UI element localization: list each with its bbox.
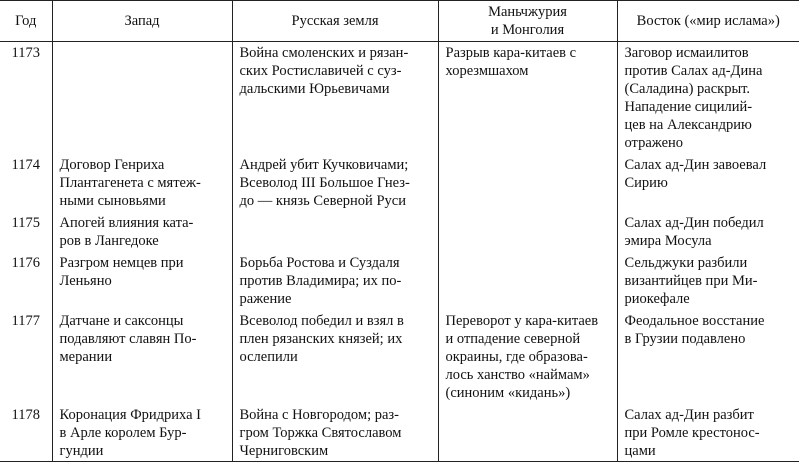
header-rus: Русская земля: [232, 1, 438, 42]
cell-east: Феодальное восстание в Грузии подавлено: [617, 310, 799, 404]
table-row: [0, 154, 799, 212]
cell-west: Коронация Фридриха I в Арле королем Бур- гундии: [52, 404, 232, 462]
cell-rus: Война с Новгородом; раз- гром Торжка Святославом Черниговским: [232, 404, 438, 462]
cell-year: 1178: [0, 404, 52, 462]
cell-east: Салах ад-Дин разбит при Ромле крестонос- цами: [617, 404, 799, 462]
cell-year: 1175: [0, 212, 52, 252]
cell-rus: Война смоленских и рязан- ских Ростиславичей с суз- дальскими Юрьевичами: [232, 42, 438, 154]
header-row: [0, 1, 799, 42]
cell-rus: [232, 212, 438, 252]
cell-east: Салах ад-Дин завоевал Сирию: [617, 154, 799, 212]
table-row: [0, 404, 799, 462]
cell-rus: Андрей убит Кучковичами; Всеволод III Большое Гнез- до — князь Северной Руси: [232, 154, 438, 212]
cell-year: 1176: [0, 252, 52, 310]
cell-rus: Всеволод победил и взял в плен рязанских князей; их ослепили: [232, 310, 438, 404]
cell-west: Договор Генриха Плантагенета с мятеж- ными сыновьями: [52, 154, 232, 212]
cell-rus: Борьба Ростова и Суздаля против Владимира; их по- ражение: [232, 252, 438, 310]
table-row: [0, 252, 799, 310]
cell-year: 1173: [0, 42, 52, 154]
cell-west: Апогей влияния ката- ров в Лангедоке: [52, 212, 232, 252]
cell-west: [52, 42, 232, 154]
cell-year: 1177: [0, 310, 52, 404]
table-row: [0, 310, 799, 404]
header-manchuria: Маньчжурия и Монголия: [438, 1, 617, 42]
cell-manchuria: Разрыв кара-китаев с хорезмшахом: [438, 42, 617, 154]
cell-manchuria: [438, 212, 617, 252]
header-west: Запад: [52, 1, 232, 42]
cell-manchuria: [438, 154, 617, 212]
cell-east: Заговор исмаилитов против Салах ад-Дина (Саладина) раскрыт. Нападение сицилий- цев на Александрию отражено: [617, 42, 799, 154]
cell-manchuria: [438, 252, 617, 310]
cell-manchuria: Переворот у кара-китаев и отпадение северной окраины, где образова- лось ханство «наймам» (синоним «кидань»): [438, 310, 617, 404]
header-east: Восток («мир ислама»): [617, 1, 799, 42]
cell-west: Разгром немцев при Леньяно: [52, 252, 232, 310]
cell-west: Датчане и саксонцы подавляют славян По- мерании: [52, 310, 232, 404]
cell-year: 1174: [0, 154, 52, 212]
header-year: Год: [0, 1, 52, 42]
table-row: [0, 42, 799, 154]
cell-manchuria: [438, 404, 617, 462]
cell-east: Салах ад-Дин победил эмира Мосула: [617, 212, 799, 252]
table-row: [0, 212, 799, 252]
cell-east: Сельджуки разбили византийцев при Ми- риокефале: [617, 252, 799, 310]
